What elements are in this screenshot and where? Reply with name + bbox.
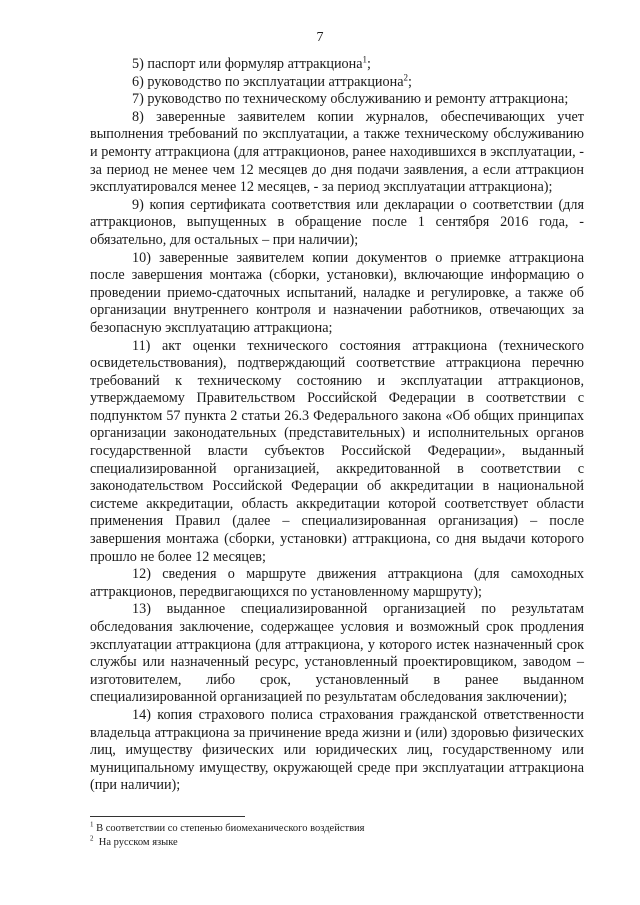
footnote-text-1: В соответствии со степенью биомеханического воздействия [96,823,365,834]
list-item-12: 12) сведения о маршруте движения аттракциона (для самоходных аттракционов, передвигающихся по установленному маршруту); [90,566,584,600]
list-item-8: 8) заверенные заявителем копии журналов, обеспечивающих учет выполнения требований по эксплуатации, а также техническому обслуживанию и ремонту аттракциона (для аттракционов, ранее находившихся в эксплуатации, - за период не менее чем 12 месяцев до дня подачи заявления, а если аттракцион эксплуатировался менее 12 месяцев, - за период эксплуатации аттракциона); [90,108,584,196]
footnote-text-2: На русском языке [98,837,178,848]
footnote-1 [90,822,584,836]
document-body [90,56,584,795]
footnote-mark-1: 1 [90,820,94,829]
footnote-mark-2: 2 [90,834,94,843]
footnote-divider [90,816,245,817]
page-number: 7 [316,30,324,45]
list-item-13: 13) выданное специализированной организацией по результатам обследования заключение, содержащее условия и возможный срок продления эксплуатации аттракциона (для аттракциона, у которого истек назначенный срок службы или назначенный ресурс, установленный проектировщиком, заводом – изготовителем, либо срок, установленный в ранее выданном специализированной организацией по результатам обследования заключении); [90,601,584,706]
footnote-ref-2[interactable]: 2 [403,71,408,82]
list-item-11: 11) акт оценки технического состояния аттракциона (технического освидетельствования), подтверждающий соответствие аттракциона перечню требований к техническому состоянию и эксплуатации аттракционов, утверждаемому Правительством Российской Федерации в соответствии с подпунктом 57 пункта 2 статьи 26.3 Федерального закона «Об общих принципах организации законодательных (представительных) и исполнительных органов государственной власти субъектов Российской Федерации», выданный специализированной организацией, аккредитованной в соответствии с законодательством Российской Федерации об аккредитации в национальной системе аккредитации, область аккредитации которой соответствует области применения Правил (далее – специализированная организация) – после завершения монтажа (сборки, установки) аттракциона, со дня выдачи которого прошло не более 12 месяцев; [90,337,584,565]
footnote-2 [90,836,584,850]
list-item-6: 6) руководство по эксплуатации аттракциона$^2$; [132,71,412,90]
footnotes [90,822,584,850]
list-item-7: 7) руководство по техническому обслуживанию и ремонту аттракциона; [132,91,569,108]
footnote-ref-1[interactable]: 1 [362,54,368,65]
list-item-9: 9) копия сертификата соответствия или декларации о соответствии (для аттракционов, выпущенных в обращение после 1 сентября 2016 года, - обязательно, для остальных – при наличии); [90,196,584,248]
list-item-14: 14) копия страхового полиса страхования гражданской ответственности владельца аттракциона за причинение вреда жизни и (или) здоровью физических лиц, имуществу физических или юридических лиц, государственному или муниципальному имуществу, окружающей среде при эксплуатации аттракциона (при наличии); [90,706,584,794]
list-item-5: 5) паспорт или формуляр аттракциона$^1$; [132,54,371,72]
list-item-10: 10) заверенные заявителем копии документов о приемке аттракциона после завершения монтажа (сборки, установки), включающие информацию о проведении приемо-сдаточных испытаний, наладке и регулировке, а также об организации внутреннего контроля и назначении работников, отвечающих за безопасную эксплуатацию аттракциона; [90,249,584,336]
